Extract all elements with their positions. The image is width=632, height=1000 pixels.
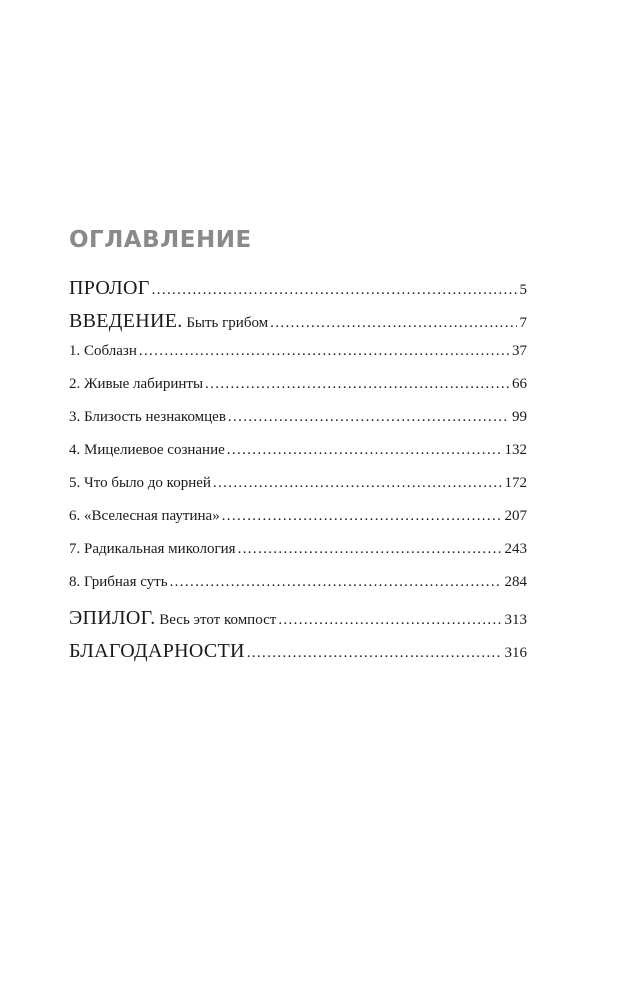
toc-entry-page: 313 <box>504 612 527 628</box>
toc-list <box>69 277 527 673</box>
dot-leader <box>278 612 501 629</box>
toc-entry-page: 66 <box>512 376 527 392</box>
toc-entry-chapter-1[interactable] <box>69 343 527 376</box>
dot-leader <box>247 645 502 662</box>
toc-entry-title: 1. Соблазн <box>69 343 137 359</box>
dot-leader <box>270 315 516 332</box>
toc-entry-chapter-2[interactable] <box>69 376 527 409</box>
dot-leader <box>228 409 509 426</box>
toc-entry-chapter-7[interactable] <box>69 541 527 574</box>
toc-entry-chapter-3[interactable] <box>69 409 527 442</box>
toc-entry-subtitle: Весь этот компост <box>155 612 277 628</box>
toc-entry-acknowledgements[interactable] <box>69 640 527 673</box>
toc-entry-page: 99 <box>512 409 527 425</box>
toc-entry-prologue[interactable] <box>69 277 527 310</box>
toc-entry-chapter-8[interactable] <box>69 574 527 607</box>
toc-entry-page: 316 <box>504 645 527 661</box>
dot-leader <box>222 508 502 525</box>
toc-entry-page: 243 <box>504 541 527 557</box>
dot-leader <box>227 442 502 459</box>
toc-entry-title: БЛАГОДАРНОСТИ <box>69 640 245 662</box>
toc-entry-page: 172 <box>504 475 527 491</box>
toc-entry-title: 7. Радикальная микология <box>69 541 236 557</box>
toc-entry-chapter-6[interactable] <box>69 508 527 541</box>
toc-entry-chapter-5[interactable] <box>69 475 527 508</box>
toc-entry-page: 7 <box>519 315 527 331</box>
dot-leader <box>205 376 509 393</box>
toc-entry-page: 5 <box>519 282 527 298</box>
toc-entry-title: 8. Грибная суть <box>69 574 168 590</box>
dot-leader <box>238 541 502 558</box>
toc-heading: ОГЛАВЛЕНИЕ <box>69 227 252 253</box>
table-of-contents <box>69 226 527 673</box>
toc-entry-introduction[interactable] <box>69 310 527 343</box>
dot-leader <box>170 574 502 591</box>
toc-entry-subtitle: Быть грибом <box>182 315 269 331</box>
toc-entry-title: ВВЕДЕНИЕ. <box>69 310 183 332</box>
toc-entry-chapter-4[interactable] <box>69 442 527 475</box>
toc-entry-title: 3. Близость незнакомцев <box>69 409 226 425</box>
toc-entry-page: 284 <box>504 574 527 590</box>
dot-leader <box>213 475 502 492</box>
toc-entry-title: 4. Мицелиевое сознание <box>69 442 225 458</box>
toc-entry-page: 37 <box>512 343 527 359</box>
toc-entry-title: 6. «Вселесная паутина» <box>69 508 220 524</box>
dot-leader <box>152 282 517 299</box>
toc-entry-title: 2. Живые лабиринты <box>69 376 204 392</box>
toc-entry-page: 207 <box>504 508 527 524</box>
dot-leader <box>139 343 509 360</box>
toc-entry-page: 132 <box>504 442 527 458</box>
toc-entry-title: ПРОЛОГ <box>69 277 150 299</box>
toc-entry-title: ЭПИЛОГ. <box>69 607 156 629</box>
toc-entry-title: 5. Что было до корней <box>69 475 211 491</box>
toc-entry-epilogue[interactable] <box>69 607 527 640</box>
